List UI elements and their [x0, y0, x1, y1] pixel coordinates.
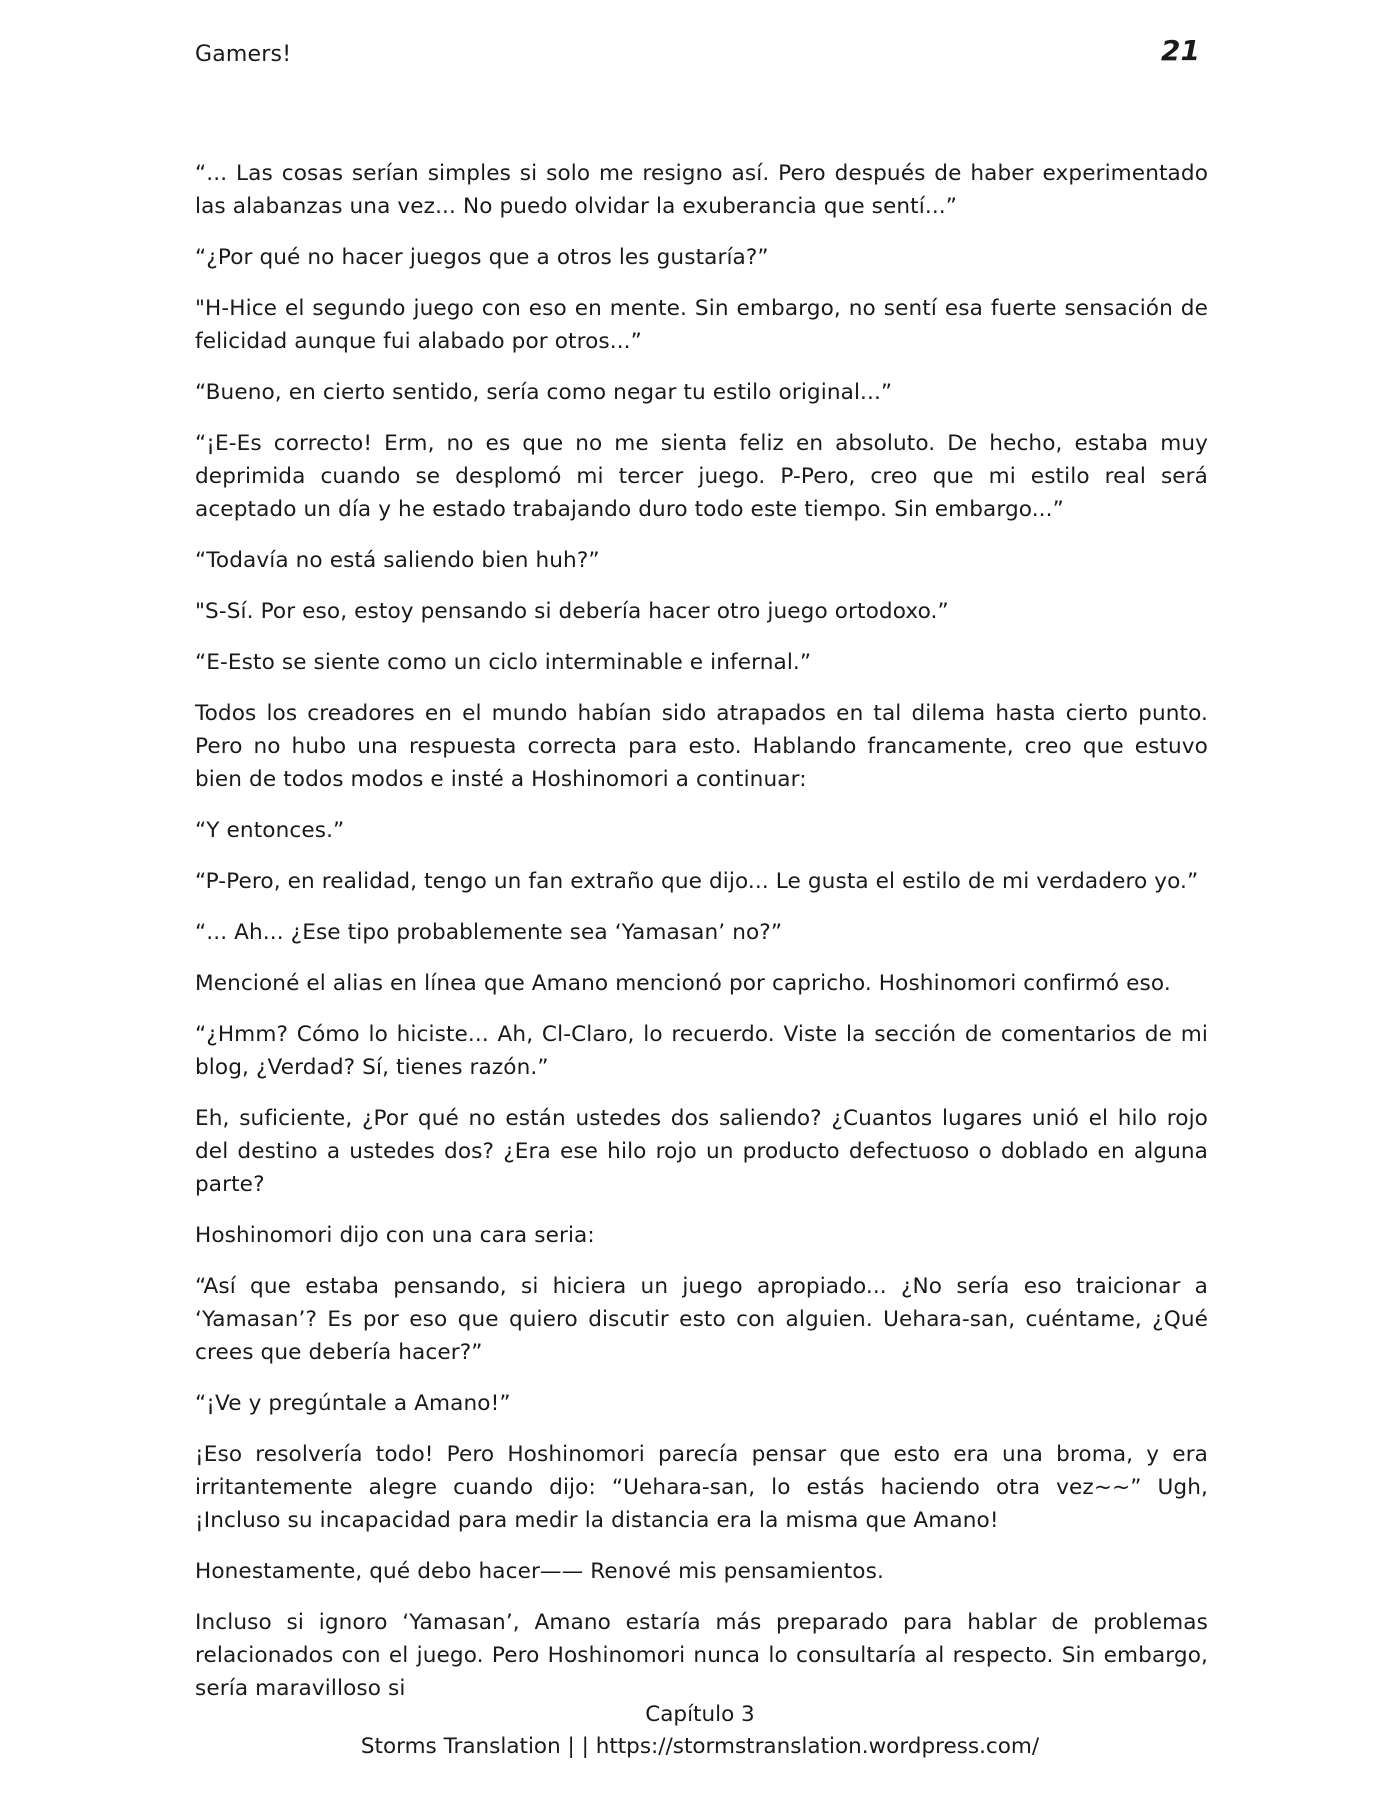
paragraph: “Y entonces.”	[195, 818, 345, 843]
paragraph: “¿Por qué no hacer juegos que a otros les gustaría?”	[195, 245, 769, 270]
paragraph: “Todavía no está saliendo bien huh?”	[195, 548, 600, 573]
paragraph: “¿Hmm? Cómo lo hiciste... Ah, Cl-Claro, lo recuerdo. Viste la sección de comentarios de mi blog, ¿Verdad? Sí, tienes razón.”	[195, 1022, 1208, 1080]
footer-chapter: Capítulo 3	[645, 1702, 755, 1727]
paragraph: “E-Esto se siente como un ciclo interminable e infernal.”	[195, 650, 812, 675]
paragraph: “¡Ve y pregúntale a Amano!”	[195, 1391, 511, 1416]
page-number: 21	[1161, 34, 1200, 67]
paragraph: “¡E-Es correcto! Erm, no es que no me sienta feliz en absoluto. De hecho, estaba muy deprimida cuando se desplomó mi tercer juego. P-Pero, creo que mi estilo real será aceptado un día y he estado trabajando duro todo este tiempo. Sin embargo...”	[195, 431, 1208, 522]
paragraph: Todos los creadores en el mundo habían sido atrapados en tal dilema hasta cierto punto. Pero no hubo una respuesta correcta para esto. Hablando francamente, creo que estuvo bien de todos modos e insté a Hoshinomori a continuar:	[195, 701, 1208, 792]
paragraph: Hoshinomori dijo con una cara seria:	[195, 1223, 595, 1248]
paragraph: “... Ah... ¿Ese tipo probablemente sea ‘Yamasan’ no?”	[195, 920, 783, 945]
paragraph: ¡Eso resolvería todo! Pero Hoshinomori parecía pensar que esto era una broma, y era irritantemente alegre cuando dijo: “Uehara-san, lo estás haciendo otra vez~~” Ugh, ¡Incluso su incapacidad para medir la distancia era la misma que Amano!	[195, 1442, 1208, 1533]
paragraph: "S-Sí. Por eso, estoy pensando si debería hacer otro juego ortodoxo.”	[195, 599, 949, 624]
paragraph: Mencioné el alias en línea que Amano mencionó por capricho. Hoshinomori confirmó eso.	[195, 971, 1171, 996]
paragraph: “P-Pero, en realidad, tengo un fan extraño que dijo... Le gusta el estilo de mi verdadero yo.”	[195, 869, 1199, 894]
book-title: Gamers!	[195, 42, 292, 67]
paragraph: Incluso si ignoro ‘Yamasan’, Amano estaría más preparado para hablar de problemas relacionados con el juego. Pero Hoshinomori nunca lo consultaría al respecto. Sin embargo, sería maravilloso si	[195, 1610, 1208, 1701]
paragraph: Honestamente, qué debo hacer—— Renové mis pensamientos.	[195, 1559, 884, 1584]
paragraph: “... Las cosas serían simples si solo me resigno así. Pero después de haber experimentado las alabanzas una vez... No puedo olvidar la exuberancia que sentí...”	[195, 161, 1208, 219]
paragraph: “Así que estaba pensando, si hiciera un juego apropiado... ¿No sería eso traicionar a ‘Yamasan’? Es por eso que quiero discutir esto con alguien. Uehara-san, cuéntame, ¿Qué crees que debería hacer?”	[195, 1274, 1208, 1365]
body-text	[195, 157, 1208, 1723]
paragraph: Eh, suficiente, ¿Por qué no están ustedes dos saliendo? ¿Cuantos lugares unió el hilo rojo del destino a ustedes dos? ¿Era ese hilo rojo un producto defectuoso o doblado en alguna parte?	[195, 1106, 1208, 1197]
paragraph: "H-Hice el segundo juego con eso en mente. Sin embargo, no sentí esa fuerte sensación de felicidad aunque fui alabado por otros...”	[195, 296, 1208, 354]
paragraph: “Bueno, en cierto sentido, sería como negar tu estilo original...”	[195, 380, 893, 405]
footer-credit: Storms Translation | | https://stormstranslation.wordpress.com/	[360, 1734, 1040, 1759]
